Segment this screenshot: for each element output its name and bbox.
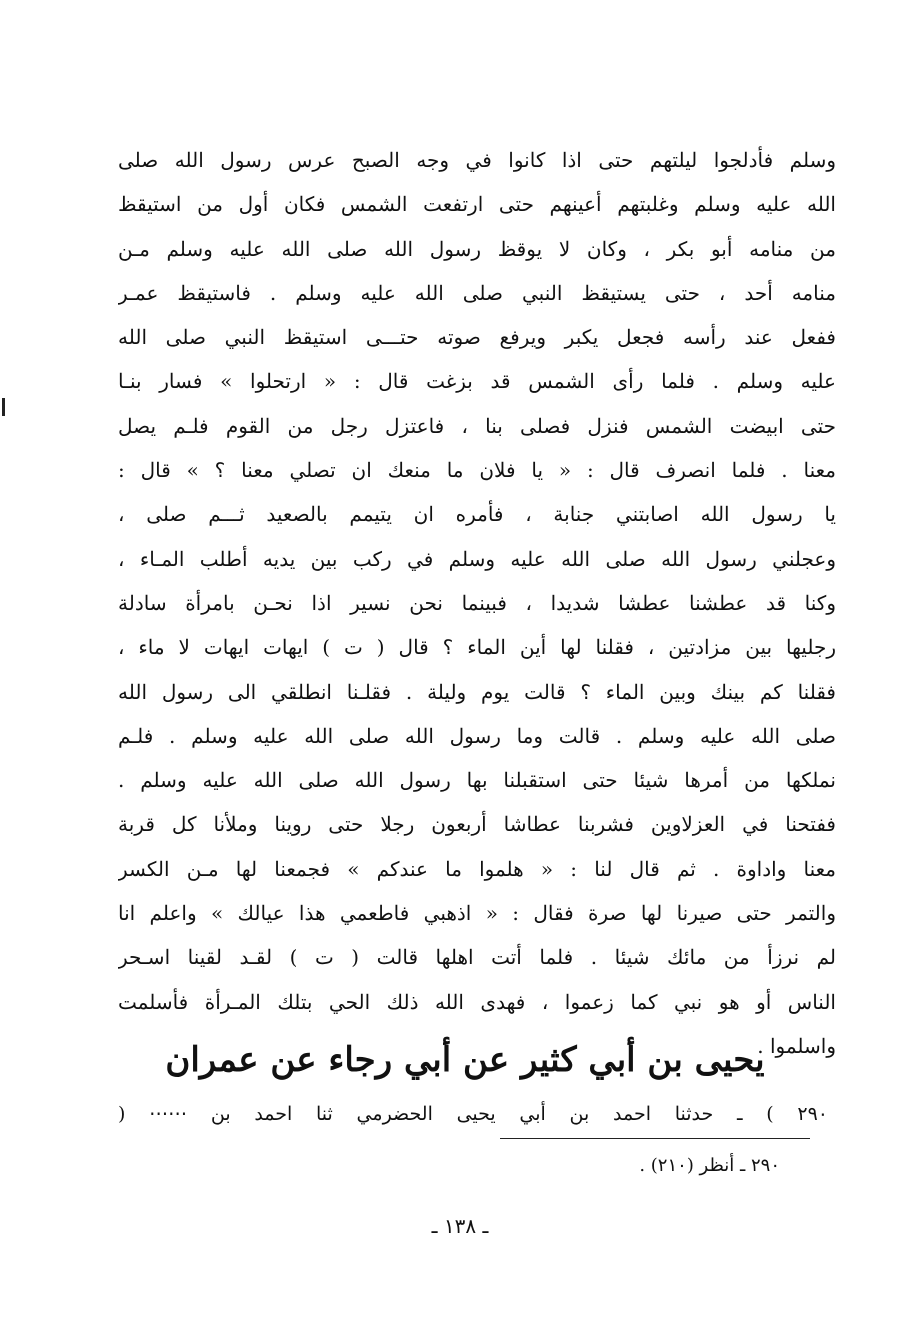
text-line: وكنا قد عطشنا عطشا شديدا ، فبينما نحن نسير اذا نحـن بامرأة سادلة xyxy=(118,590,836,615)
text-line: وعجلني رسول الله صلى الله عليه وسلم في ركب بين يديه أطلب المـاء ، xyxy=(118,546,836,571)
text-line: والتمر حتى صيرنا لها صرة فقال : « اذهبي فاطعمي هذا عيالك » واعلم انا xyxy=(118,901,836,926)
section-heading: يحيى بن أبي كثير عن أبي رجاء عن عمران xyxy=(165,1040,765,1080)
text-line: يا رسول الله اصابتني جنابة ، فأمره ان يتيمم بالصعيد ثـــم صلى ، xyxy=(118,502,836,527)
page-number: ـ ١٣٨ ـ xyxy=(431,1214,489,1238)
hadith-opening-line: ٢٩٠ ) ـ حدثنا احمد بن أبي يحيى الحضرمي ثنا احمد بن ⋯⋯ ( xyxy=(118,1103,828,1125)
text-line: منامه أحد ، حتى يستيقظ النبي صلى الله عليه وسلم . فاستيقظ عمـر xyxy=(118,280,836,305)
footnote-divider xyxy=(500,1138,810,1139)
text-line: رجليها بين مزادتين ، فقلنا لها أين الماء ؟ قال ( ت ) ايهات ايهات لا ماء ، xyxy=(118,635,836,660)
text-line: ففعل عند رأسه فجعل يكبر ويرفع صوته حتـــى استيقظ النبي صلى الله xyxy=(118,325,836,350)
text-line: من منامه أبو بكر ، وكان لا يوقظ رسول الله صلى الله عليه وسلم مـن xyxy=(118,236,836,261)
text-line: حتى ابيضت الشمس فنزل فصلى بنا ، فاعتزل رجل من القوم فلـم يصل xyxy=(118,413,836,438)
text-line: لم نرزأ من مائك شيئا . فلما أتت اهلها قالت ( ت ) لقـد لقينا اسـحر xyxy=(118,945,836,970)
text-line: الله عليه وسلم وغلبتهم أعينهم حتى ارتفعت الشمس فكان أول من استيقظ xyxy=(118,192,836,217)
text-line: نملكها من أمرها شيئا حتى استقبلنا بها رسول الله صلى الله عليه وسلم . xyxy=(118,768,836,793)
text-line: عليه وسلم . فلما رأى الشمس قد بزغت قال : « ارتحلوا » فسار بنـا xyxy=(118,369,836,394)
scan-edge-mark xyxy=(2,398,5,416)
text-line: صلى الله عليه وسلم . قالت وما رسول الله صلى الله عليه وسلم . فلـم xyxy=(118,723,836,748)
text-line: معنا واداوة . ثم قال لنا : « هلموا ما عندكم » فجمعنا لها مـن الكسر xyxy=(118,856,836,881)
text-line-last: واسلموا . xyxy=(757,1033,836,1058)
text-line: ففتحنا في العزلاوين فشربنا عطاشا أربعون رجلا حتى روينا وملأنا كل قربة xyxy=(118,812,836,837)
footnote: ٢٩٠ ـ أنظر (٢١٠) . xyxy=(639,1155,780,1176)
text-line: فقلنا كم بينك وبين الماء ؟ قالت يوم وليلة . فقلـنا انطلقي الى رسول الله xyxy=(118,679,836,704)
text-line: وسلم فأدلجوا ليلتهم حتى اذا كانوا في وجه الصبح عرس رسول الله صلى xyxy=(118,148,836,172)
text-line: الناس أو هو نبي كما زعموا ، فهدى الله ذلك الحي بتلك المـرأة فأسلمت xyxy=(118,989,836,1014)
main-paragraph xyxy=(118,138,836,1068)
text-line: معنا . فلما انصرف قال : « يا فلان ما منعك ان تصلي معنا ؟ » قال : xyxy=(118,458,836,483)
